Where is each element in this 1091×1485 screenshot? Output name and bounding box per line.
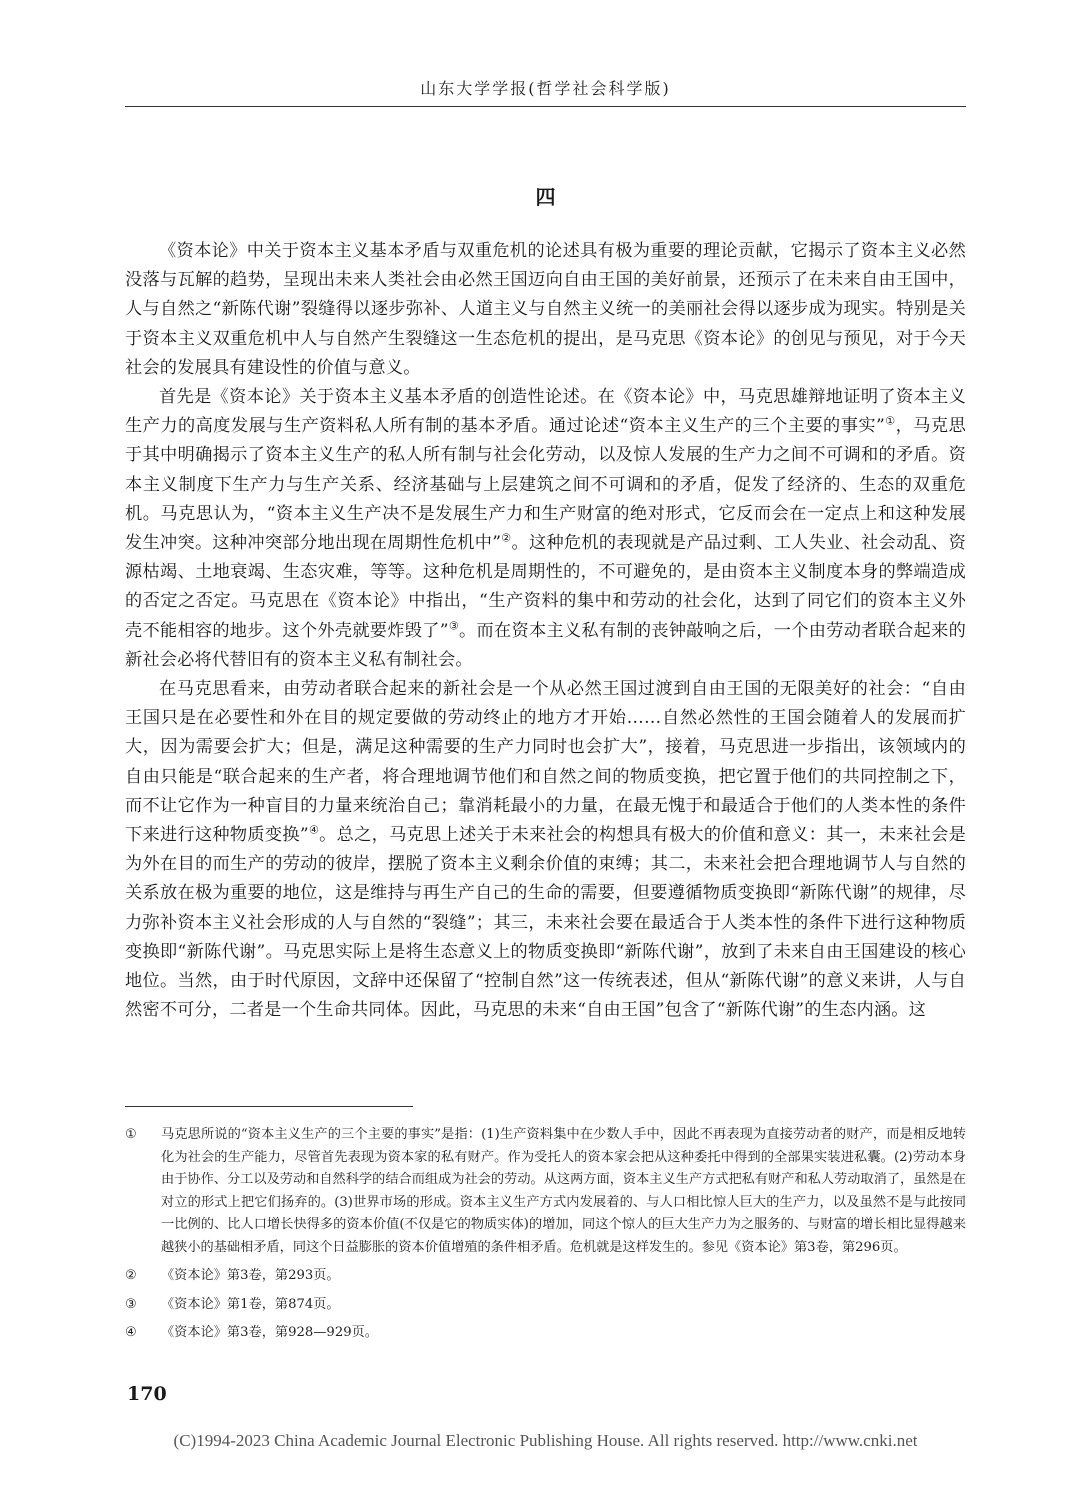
- paragraph-1: [125, 237, 966, 383]
- footnote-4-mark: ④: [125, 1325, 137, 1340]
- paragraph-3-text-a: 在马克思看来，由劳动者联合起来的新社会是一个从必然王国过渡到自由王国的无限美好的社会：“自由王国只是在必要性和外在目的规定要做的劳动终止的地方才开始……自然必然性的王国会随着人的发展而扩大，因为需要会扩大；但是，满足这种需要的生产力同时也会扩大”，接着，马克思进一步指出，该领域内的自由只能是“联合起来的生产者，将合理地调节他们和自然之间的物质变换，把它置于他们的共同控制之下，而不让它作为一种盲目的力量来统治自己；靠消耗最小的力量，在最无愧于和最适合于他们的人类本性的条件下来进行这种物质变换”: [125, 679, 966, 846]
- footnote-ref-2[interactable]: ②: [501, 531, 512, 545]
- footnote-rule: [125, 1106, 413, 1107]
- copyright-notice: (C)1994-2023 China Academic Journal Electronic Publishing House. All rights reserved. http://www.cnki.net: [173, 1431, 918, 1450]
- footnote-3-text: 《资本论》第1卷，第874页。: [161, 1296, 340, 1312]
- footnote-ref-4[interactable]: ④: [308, 823, 320, 837]
- article-body: [125, 237, 966, 1025]
- page-number: 170: [127, 1383, 167, 1405]
- footnote-2-text: 《资本论》第3卷，第293页。: [161, 1268, 340, 1283]
- section-heading: 四: [535, 185, 556, 209]
- journal-header: 山东大学学报(哲学社会科学版): [420, 79, 671, 98]
- paragraph-3-text-b: 。总之，马克思上述关于未来社会的构想具有极大的价值和意义：其一，未来社会是为外在目的而生产的劳动的彼岸，摆脱了资本主义剩余价值的束缚；其二，未来社会把合理地调节人与自然的关系放在极为重要的地位，这是维持与再生产自己的生命的需要，但要遵循物质变换即“新陈代谢”的规律，尽力弥补资本主义社会形成的人与自然的“裂缝”；其三，未来社会要在最适合于人类本性的条件下进行这种物质变换即“新陈代谢”。马克思实际上是将生态意义上的物质变换即“新陈代谢”，放到了未来自由王国建设的核心地位。当然，由于时代原因，文辞中还保留了“控制自然”这一传统表述，但从“新陈代谢”的意义来讲，人与自然密不可分，二者是一个生命共同体。因此，马克思的未来“自由王国”包含了“新陈代谢”的生态内涵。这: [125, 825, 967, 1021]
- footnote-1-mark: ①: [125, 1127, 137, 1142]
- footnote-4-text: 《资本论》第3卷，第928—929页。: [161, 1325, 378, 1340]
- paragraph-3: [125, 675, 966, 1025]
- footnote-2: [125, 1265, 966, 1288]
- footnote-2-mark: ②: [125, 1268, 137, 1283]
- footnote-3: [125, 1294, 966, 1317]
- paragraph-2-text-c: 。这种危机的表现就是产品过剩、工人失业、社会动乱、资源枯竭、土地衰竭、生态灾难，等等。这种危机是周期性的，不可避免的，是由资本主义制度本身的弊端造成的否定之否定。马克思在《资本论》中指出，“生产资料的集中和劳动的社会化，达到了同它们的资本主义外壳不能相容的地步。这个外壳就要炸毁了”: [125, 533, 967, 641]
- footnote-1: [125, 1124, 966, 1259]
- header-rule: [125, 106, 966, 107]
- paragraph-2-text-d: 。而在资本主义私有制的丧钟敲响之后，一个由劳动者联合起来的新社会必将代替旧有的资本主义私有制社会。: [125, 620, 966, 670]
- paragraph-2-text-b: ，马克思于其中明确揭示了资本主义生产的私人所有制与社会化劳动，以及惊人发展的生产力之间不可调和的矛盾。资本主义制度下生产力与生产关系、经济基础与上层建筑之间不可调和的矛盾，促发了经济的、生态的双重危机。马克思认为，“资本主义生产决不是发展生产力和生产财富的绝对形式，它反而会在一定点上和这种发展发生冲突。这种冲突部分地出现在周期性危机中”: [125, 416, 966, 554]
- footnote-ref-1[interactable]: ①: [885, 414, 896, 428]
- footnote-3-mark: ③: [125, 1296, 137, 1312]
- footnote-4: [125, 1322, 966, 1345]
- footnotes: [125, 1124, 966, 1351]
- paragraph-2: [125, 383, 966, 675]
- paragraph-2-text-a: 首先是《资本论》关于资本主义基本矛盾的创造性论述。在《资本论》中，马克思雄辩地证明了资本主义生产力的高度发展与生产资料私人所有制的基本矛盾。通过论述“资本主义生产的三个主要的事实”: [125, 387, 966, 437]
- footnote-ref-3[interactable]: ③: [448, 618, 459, 632]
- paragraph-1-text: 《资本论》中关于资本主义基本矛盾与双重危机的论述具有极为重要的理论贡献，它揭示了资本主义必然没落与瓦解的趋势，呈现出未来人类社会由必然王国迈向自由王国的美好前景，还预示了在未来自由王国中，人与自然之“新陈代谢”裂缝得以逐步弥补、人道主义与自然主义统一的美丽社会得以逐步成为现实。特别是关于资本主义双重危机中人与自然产生裂缝这一生态危机的提出，是马克思《资本论》的创见与预见，对于今天社会的发展具有建设性的价值与意义。: [125, 241, 966, 378]
- footnote-1-text: 马克思所说的“资本主义生产的三个主要的事实”是指：(1)生产资料集中在少数人手中，因此不再表现为直接劳动者的财产，而是相反地转化为社会的生产能力，尽管首先表现为资本家的私有财产。作为受托人的资本家会把从这种委托中得到的全部果实装进私囊。(2)劳动本身由于协作、分工以及劳动和自然科学的结合而组成为社会的劳动。从这两方面，资本主义生产方式把私有财产和私人劳动取消了，虽然是在对立的形式上把它们扬弃的。(3)世界市场的形成。资本主义生产方式内发展着的、与人口相比惊人巨大的生产力，以及虽然不是与此按同一比例的、比人口增长快得多的资本价值(不仅是它的物质实体)的增加，同这个惊人的巨大生产力为之服务的、与财富的增长相比显得越来越狭小的基础相矛盾，同这个日益膨胀的资本价值增殖的条件相矛盾。危机就是这样发生的。参见《资本论》第3卷，第296页。: [161, 1127, 966, 1255]
